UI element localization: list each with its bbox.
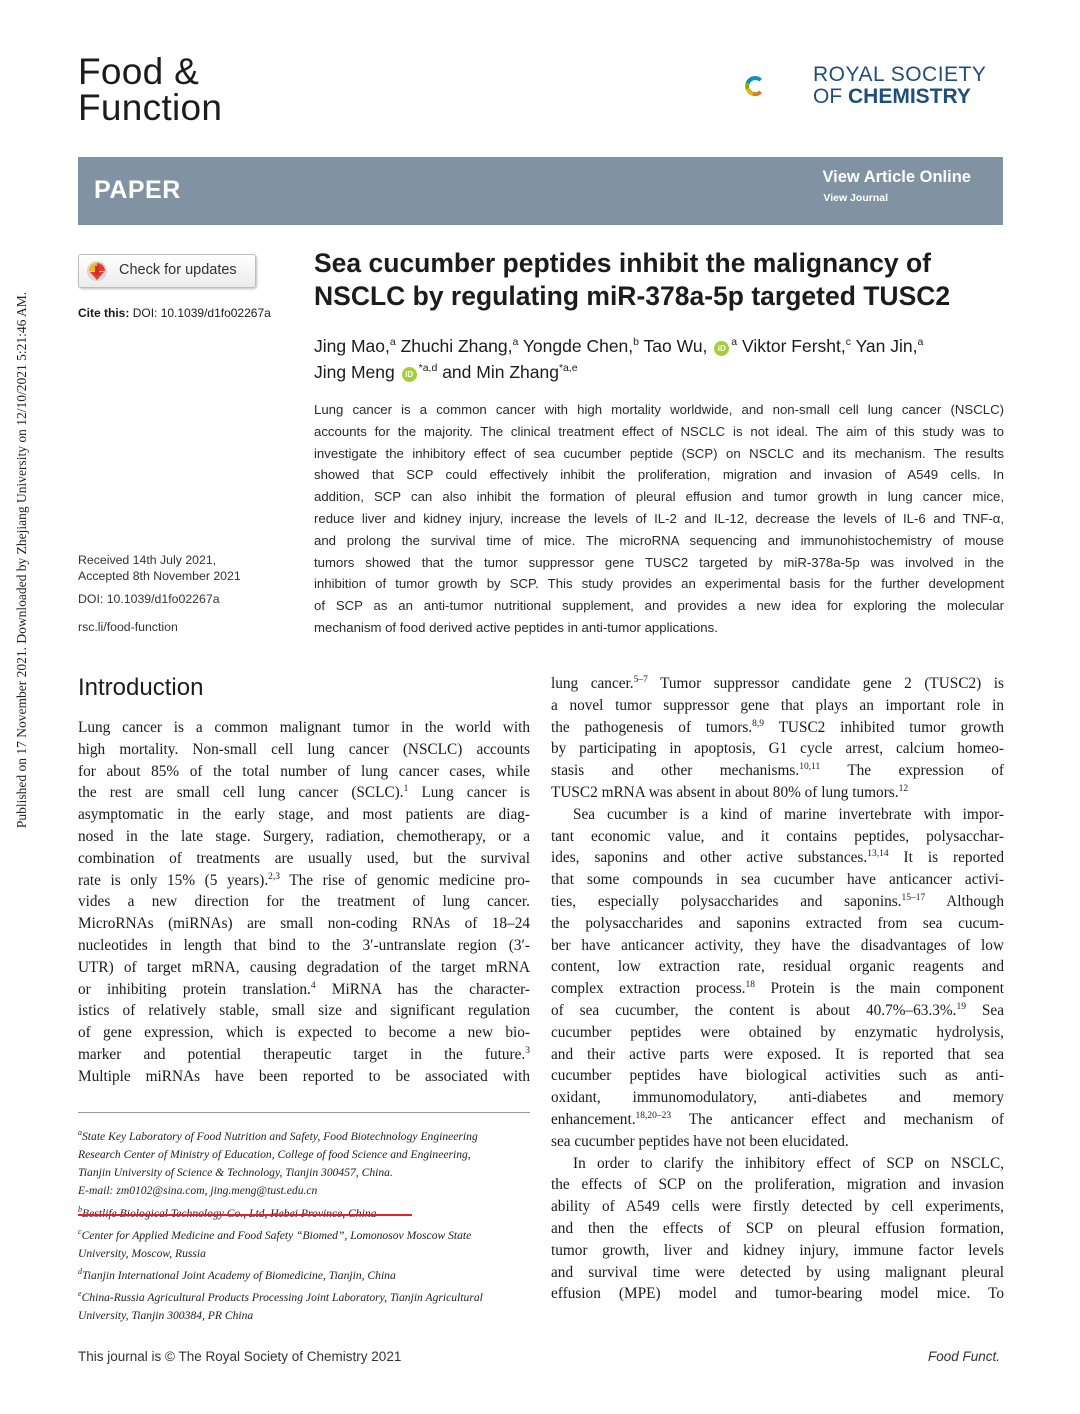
highlight-underline <box>78 1214 412 1216</box>
text-line <box>78 1044 530 1066</box>
cite-label: Cite this: <box>78 306 130 320</box>
footnote-text: Center for Applied Medicine and Food Safety “Biomed”, Lomonosov Moscow State <box>81 1228 472 1242</box>
affiliation-mark: a <box>389 336 396 348</box>
text-fragment: Although <box>925 892 1004 910</box>
citation-ref[interactable]: 18,20–23 <box>635 1110 672 1121</box>
text-line: high mortality. Non-small cell lung cancer (NSCLC) accounts <box>78 740 530 758</box>
text-fragment: The rise of genomic medicine pro- <box>280 871 530 889</box>
author-line-1 <box>314 331 1014 357</box>
footnote-text: State Key Laboratory of Food Nutrition and Safety, Food Biotechnology Engineering <box>82 1129 478 1143</box>
view-article-online-link[interactable]: View Article Online <box>822 168 971 186</box>
footnote-line <box>78 1201 538 1223</box>
article-title <box>314 247 1014 313</box>
text-line: content, low extraction rate, residual organic reagents and <box>551 958 1004 976</box>
footnote-line: Tianjin University of Science & Technology, Tianjin 300457, China. <box>78 1166 393 1180</box>
journal-title-line1: Food & <box>78 51 200 92</box>
text-fragment: enhancement. <box>551 1110 636 1128</box>
text-line: and survival time were detected by using malignant pleural <box>551 1263 1004 1281</box>
citation-ref[interactable]: 1 <box>403 784 409 795</box>
abstract-line: addition, SCP can also inhibit the formation of pleural effusion and tumor growth in lung cancer mice, <box>314 489 1004 505</box>
title-line: Sea cucumber peptides inhibit the malignancy of <box>314 248 931 278</box>
cite-this <box>78 306 271 320</box>
text-line: Sea cucumber is a kind of marine invertebrate with impor- <box>573 805 1004 823</box>
journal-abbrev-footer: Food Funct. <box>928 1349 1001 1364</box>
journal-title[interactable] <box>78 51 223 128</box>
author[interactable]: Jing Mao, <box>314 335 390 356</box>
publisher-line1: ROYAL SOCIETY <box>813 63 987 86</box>
abstract-line: mechanism of food derived active peptides in anti-tumor applications. <box>314 619 718 635</box>
abstract-line: investigate the inhibitory effect of sea cucumber peptide (SCP) on NSCLC and its mechanism. The results <box>314 445 1004 461</box>
publisher-name <box>813 64 986 108</box>
text-line: istics of relatively stable, small size and significant regulation <box>78 1002 530 1020</box>
text-line <box>551 1109 1004 1131</box>
text-line <box>78 870 530 892</box>
text-line: for about 85% of the total number of lung cancer cases, while <box>78 762 530 780</box>
footnote-line <box>78 1124 538 1146</box>
publisher-line2-prefix: OF <box>813 85 848 108</box>
abstract-line: and prolong the survival time of mice. The microRNA sequencing and immunohistochemistry of mouse <box>314 532 1004 548</box>
text-line <box>551 673 1004 695</box>
text-line <box>551 978 1004 1000</box>
author[interactable]: Min Zhang <box>476 361 559 382</box>
footnote-text: Tianjin International Joint Academy of Biomedicine, Tianjin, China <box>82 1268 396 1282</box>
text-line: oxidant, immunomodulatory, anti-diabetes and memory <box>551 1089 1004 1107</box>
text-line <box>551 717 1004 739</box>
text-line <box>551 760 1004 782</box>
author[interactable]: Tao Wu, <box>643 335 708 356</box>
text-fragment: The anticancer effect and mechanism of <box>671 1110 1004 1128</box>
text-fragment: the rest are small cell lung cancer (SCLC). <box>78 784 404 802</box>
abstract-line: inhibition of tumor growth by SCP. This study provides an experimental basis for the further development <box>314 576 1004 592</box>
text-fragment: or inhibiting protein translation. <box>78 980 311 998</box>
affiliation-mark: *a,d <box>418 361 438 374</box>
text-fragment: Protein is the main component <box>754 980 1004 998</box>
journal-link[interactable]: rsc.li/food-function <box>78 620 178 634</box>
doi[interactable]: DOI: 10.1039/d1fo02267a <box>78 592 220 606</box>
footnote-divider <box>78 1112 530 1113</box>
text-line <box>551 847 1004 869</box>
body-column-left <box>78 717 530 1088</box>
publication-note: Published on 17 November 2021. Downloaded by Zhejiang University on 12/10/2021 5:21:46 AM. <box>14 291 29 829</box>
received-date: Received 14th July 2021, <box>78 553 217 567</box>
author[interactable]: Viktor Fersht, <box>742 335 846 356</box>
text-line: the polysaccharides and saponins extracted from sea cucum- <box>551 914 1004 932</box>
text-fragment: ties, especially polysaccharides and saponins. <box>551 892 902 910</box>
citation-ref[interactable]: 10,11 <box>799 762 821 773</box>
text-line: and then the effects of SCP on pleural effusion formation, <box>551 1219 1004 1237</box>
text-line: nosed in the late stage. Surgery, radiation, chemotherapy, or a <box>78 827 530 845</box>
footnote-line: University, Moscow, Russia <box>78 1246 206 1260</box>
citation-ref[interactable]: 2,3 <box>268 871 281 882</box>
text-line: MicroRNAs (miRNAs) are small non-coding RNAs of 18–24 <box>78 915 530 933</box>
text-line: cucumber peptides have biological activities such as anti- <box>551 1067 1004 1085</box>
text-fragment: complex extraction process. <box>551 980 746 998</box>
text-line <box>78 782 530 804</box>
footnote-mark: d <box>78 1267 82 1276</box>
title-line: NSCLC by regulating miR-378a-5p targeted TUSC2 <box>314 281 951 311</box>
text-line <box>78 979 530 1001</box>
text-line: cucumber peptides were obtained by enzymatic hydrolysis, <box>551 1023 1004 1041</box>
author-line-2 <box>314 357 1014 383</box>
footnote-email[interactable]: E-mail: zm0102@sina.com, jing.meng@tust.edu.cn <box>78 1184 318 1198</box>
cite-doi[interactable]: DOI: 10.1039/d1fo02267a <box>132 306 271 320</box>
body-column-right <box>551 673 1004 1305</box>
text-fragment: Sea <box>966 1001 1004 1019</box>
affiliation-footnotes <box>78 1124 538 1325</box>
crossmark-icon <box>86 260 108 282</box>
accepted-date: Accepted 8th November 2021 <box>78 569 241 583</box>
abstract-line: of SCP as an anti-tumor nutritional supplement, and provides a new idea for exploring the molecular <box>314 598 1004 614</box>
text-line: tumor growth, liver and kidney injury, immune factor levels <box>551 1241 1004 1259</box>
citation-ref[interactable]: 18 <box>745 980 755 991</box>
check-for-updates-label: Check for updates <box>119 262 237 278</box>
check-for-updates-button[interactable] <box>78 254 256 288</box>
abstract-line: reduce liver and kidney injury, increase the levels of IL-2 and IL-12, decrease the levels of IL-6 and TNF-α, <box>314 510 1004 526</box>
text-line: UTR) of target mRNA, causing degradation of the target mRNA <box>78 958 530 976</box>
text-fragment: the pathogenesis of tumors. <box>551 718 753 736</box>
text-line <box>551 782 1004 804</box>
author-list <box>314 331 1014 383</box>
affiliation-mark: c <box>845 336 852 348</box>
affiliation-mark: a <box>731 336 738 348</box>
text-fragment: marker and potential therapeutic target in the future. <box>78 1045 526 1063</box>
text-fragment: TUSC2 inhibited tumor growth <box>764 718 1004 736</box>
text-line: effusion (MPE) model and tumor-bearing model mice. To <box>551 1285 1004 1303</box>
footnote-line: Research Center of Ministry of Education, College of food Science and Engineering, <box>78 1148 471 1162</box>
affiliation-mark: b <box>633 336 639 348</box>
text-fragment: Lung cancer is <box>408 784 530 802</box>
text-fragment: ides, saponins and other active substances. <box>551 849 868 867</box>
text-fragment: of sea cucumber, the content is about 40.7%–63.3%. <box>551 1001 957 1019</box>
received-dates <box>78 552 241 584</box>
rsc-logo-icon[interactable] <box>745 50 815 122</box>
text-line: the effects of SCP on the proliferation, migration and invasion <box>551 1176 1004 1194</box>
text-line <box>551 891 1004 913</box>
text-line: In order to clarify the inhibitory effect of SCP on NSCLC, <box>573 1154 1004 1172</box>
section-heading: Introduction <box>78 674 204 701</box>
text-fragment: lung cancer. <box>551 675 634 692</box>
affiliation-mark: a <box>512 336 519 348</box>
author-conjunction: and <box>442 361 472 382</box>
orcid-icon[interactable]: iD <box>402 367 417 382</box>
text-line: a novel tumor suppressor gene that plays an important role in <box>551 696 1004 714</box>
citation-ref[interactable]: 8,9 <box>752 718 765 729</box>
affiliation-mark: a <box>917 336 924 348</box>
footnote-line <box>78 1223 538 1245</box>
citation-ref[interactable]: 4 <box>310 980 316 991</box>
footnote-mark: c <box>78 1226 82 1236</box>
abstract <box>314 399 1004 639</box>
abstract-line: showed that SCP could effectively inhibit the proliferation, migration and invasion of A549 cells. In <box>314 467 1004 483</box>
citation-ref[interactable]: 19 <box>956 1001 966 1012</box>
citation-ref[interactable]: 3 <box>525 1045 530 1056</box>
abstract-line: Lung cancer is a common cancer with high mortality worldwide, and non-small cell lung cancer (NSCLC) <box>314 402 1004 417</box>
text-line: nucleotides in length that bind to the 3′-untranslate region (3′- <box>78 936 530 954</box>
journal-title-line2: Function <box>78 87 223 128</box>
footnote-mark: b <box>78 1204 82 1214</box>
text-line: that some compounds in sea cucumber have anticancer activi- <box>551 871 1004 889</box>
text-line <box>551 1000 1004 1022</box>
publisher-line2-bold: CHEMISTRY <box>848 85 971 108</box>
citation-ref[interactable]: 12 <box>898 783 909 794</box>
text-line: tant economic value, and it contains peptides, polysacchar- <box>551 827 1004 845</box>
footnote-mark: a <box>78 1128 82 1137</box>
view-journal-link[interactable]: View Journal <box>823 192 888 204</box>
copyright-footer: This journal is © The Royal Society of Chemistry 2021 <box>78 1349 402 1364</box>
footnote-text: China-Russia Agricultural Products Processing Joint Laboratory, Tianjin Agricultural <box>81 1290 483 1304</box>
text-line: ability of A549 cells were firstly detected by cell experiments, <box>551 1198 1004 1216</box>
text-fragment: stasis and other mechanisms. <box>551 762 800 780</box>
footnote-line <box>78 1263 538 1285</box>
text-line: Lung cancer is a common malignant tumor in the world with <box>78 719 530 736</box>
citation-ref[interactable]: 15–17 <box>901 892 926 903</box>
author[interactable]: Yan Jin, <box>855 335 918 356</box>
text-fragment: It is reported <box>888 849 1005 867</box>
text-line: asymptomatic in the early stage, and most patients are diag- <box>78 806 530 824</box>
text-line: ber have anticancer activity, they have the disadvantages of low <box>551 936 1004 954</box>
footnote-line: University, Tianjin 300384, PR China <box>78 1309 254 1323</box>
author[interactable]: Zhuchi Zhang, <box>400 335 513 356</box>
author[interactable]: Jing Meng <box>314 361 395 382</box>
author[interactable]: Yongde Chen, <box>522 335 634 356</box>
affiliation-mark: *a,e <box>558 361 578 374</box>
text-fragment: rate is only 15% (5 years). <box>78 871 269 889</box>
paper-banner <box>78 157 1003 225</box>
text-line: sea cucumber peptides have not been elucidated. <box>551 1132 849 1150</box>
citation-ref[interactable]: 13,14 <box>867 849 889 860</box>
citation-ref[interactable]: 5–7 <box>633 674 648 685</box>
text-line: Multiple miRNAs have been reported to be associated with <box>78 1067 530 1085</box>
text-fragment: The expression of <box>820 762 1004 780</box>
text-line: vides a new direction for the treatment of lung cancer. <box>78 893 530 911</box>
abstract-line: tumors showed that the tumor suppressor gene TUSC2 targeted by miR-378a-5p was involved in the <box>314 554 1004 570</box>
footnote-mark: e <box>78 1289 82 1299</box>
text-line: combination of treatments are usually used, but the survival <box>78 849 530 867</box>
abstract-line: accounts for the majority. The clinical treatment effect of NSCLC is not ideal. The aim of this study was to <box>314 423 1004 439</box>
orcid-icon[interactable]: iD <box>714 341 729 356</box>
text-line: and their active parts were exposed. It is reported that sea <box>551 1045 1004 1063</box>
publisher-line2 <box>813 86 986 108</box>
text-line: by participating in apoptosis, G1 cycle arrest, calcium homeo- <box>551 740 1004 758</box>
text-fragment: MiRNA has the character- <box>315 980 530 998</box>
article-type-label: PAPER <box>94 176 181 204</box>
footnote-line <box>78 1285 538 1307</box>
text-fragment: TUSC2 mRNA was absent in about 80% of lung tumors. <box>551 783 899 801</box>
text-fragment: Tumor suppressor candidate gene 2 (TUSC2) is <box>647 675 1004 692</box>
text-line: of gene expression, which is expected to become a new bio- <box>78 1024 530 1042</box>
